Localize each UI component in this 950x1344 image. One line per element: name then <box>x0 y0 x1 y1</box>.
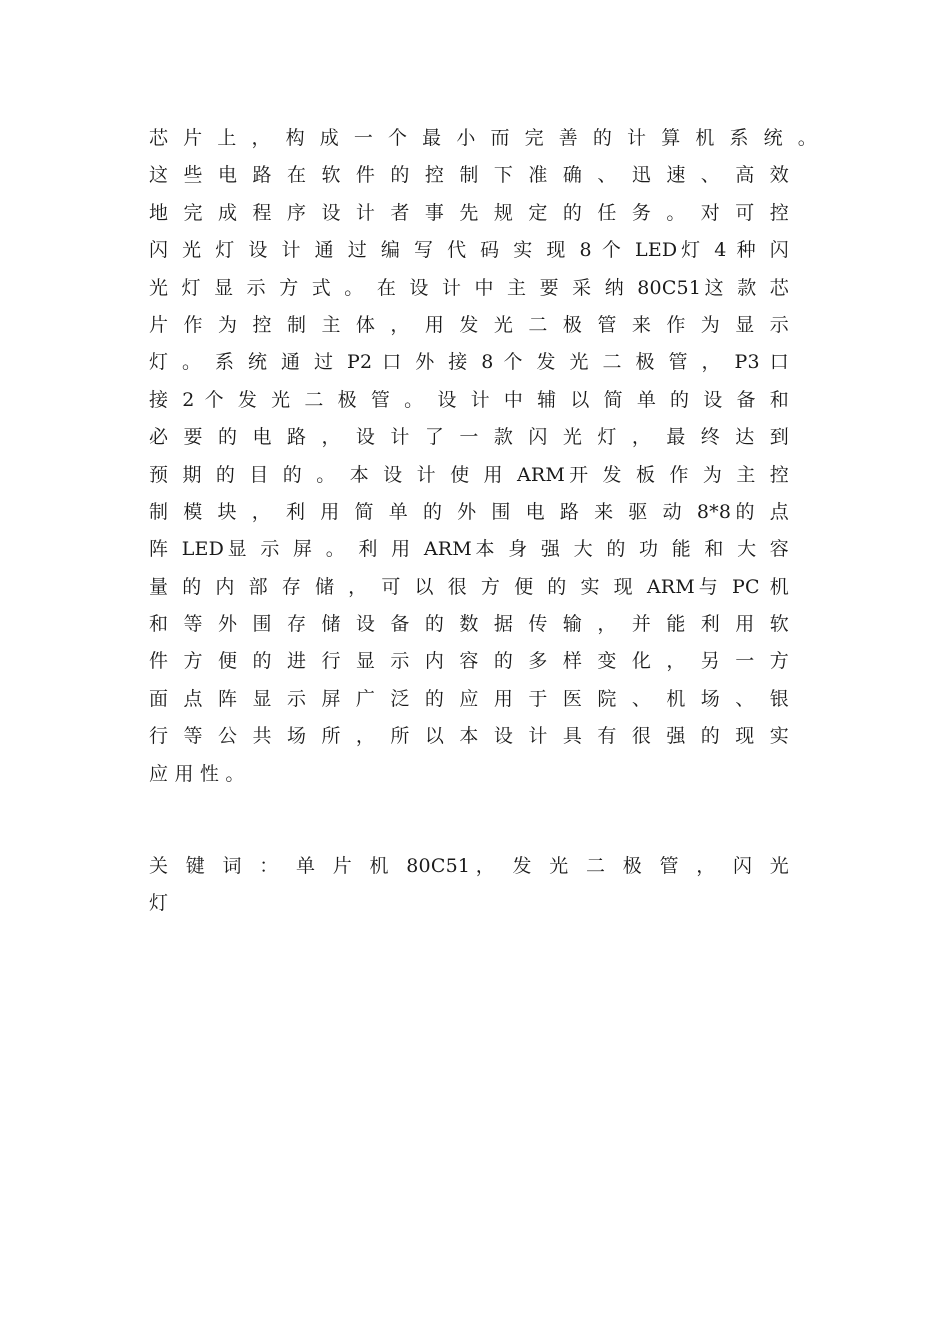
abstract-line: 这 些 电 路 在 软 件 的 控 制 下 准 确 、 迅 速 、 高 效 <box>149 164 789 187</box>
abstract-line-last: 应 用 性 。 <box>149 762 245 785</box>
abstract-line: 必 要 的 电 路 ， 设 计 了 一 款 闪 光 灯 ， 最 终 达 到 <box>149 426 789 449</box>
abstract-line: 光 灯 显 示 方 式 。 在 设 计 中 主 要 采 纳 80C51这 款 芯 <box>149 276 789 299</box>
abstract-line: 芯 片 上 ， 构 成 一 个 最 小 而 完 善 的 计 算 机 系 统 。 <box>149 127 817 149</box>
abstract-line: 阵 LED显 示 屏 。 利 用 ARM本 身 强 大 的 功 能 和 大 容 <box>149 538 789 561</box>
abstract-line: 片 作 为 控 制 主 体 ， 用 发 光 二 极 管 来 作 为 显 示 <box>149 313 789 336</box>
keywords-section <box>149 848 789 923</box>
keywords-line-continuation: 灯 <box>149 892 169 915</box>
keywords-line: 关 键 词 ： 单 片 机 80C51， 发 光 二 极 管 ， 闪 光 <box>149 855 789 877</box>
abstract-line: 闪 光 灯 设 计 通 过 编 写 代 码 实 现 8 个 LED灯 4 种 闪 <box>149 239 789 262</box>
abstract-line: 和 等 外 围 存 储 设 备 的 数 据 传 输 ， 并 能 利 用 软 <box>149 613 789 636</box>
abstract-text <box>149 120 817 793</box>
abstract-line: 制 模 块 ， 利 用 简 单 的 外 围 电 路 来 驱 动 8*8的 点 <box>149 500 789 523</box>
abstract-line: 预 期 的 目 的 。 本 设 计 使 用 ARM开 发 板 作 为 主 控 <box>149 463 789 486</box>
abstract-line: 灯 。 系 统 通 过 P2 口 外 接 8 个 发 光 二 极 管 ， P3 口 <box>149 351 789 374</box>
abstract-line: 面 点 阵 显 示 屏 广 泛 的 应 用 于 医 院 、 机 场 、 银 <box>149 687 789 710</box>
abstract-line: 接 2 个 发 光 二 极 管 。 设 计 中 辅 以 简 单 的 设 备 和 <box>149 388 789 411</box>
abstract-line: 行 等 公 共 场 所 ， 所 以 本 设 计 具 有 很 强 的 现 实 <box>149 725 789 748</box>
abstract-line: 量 的 内 部 存 储 ， 可 以 很 方 便 的 实 现 ARM与 PC 机 <box>149 575 789 598</box>
abstract-line: 地 完 成 程 序 设 计 者 事 先 规 定 的 任 务 。 对 可 控 <box>149 201 789 224</box>
abstract-line: 件 方 便 的 进 行 显 示 内 容 的 多 样 变 化 ， 另 一 方 <box>149 650 789 673</box>
